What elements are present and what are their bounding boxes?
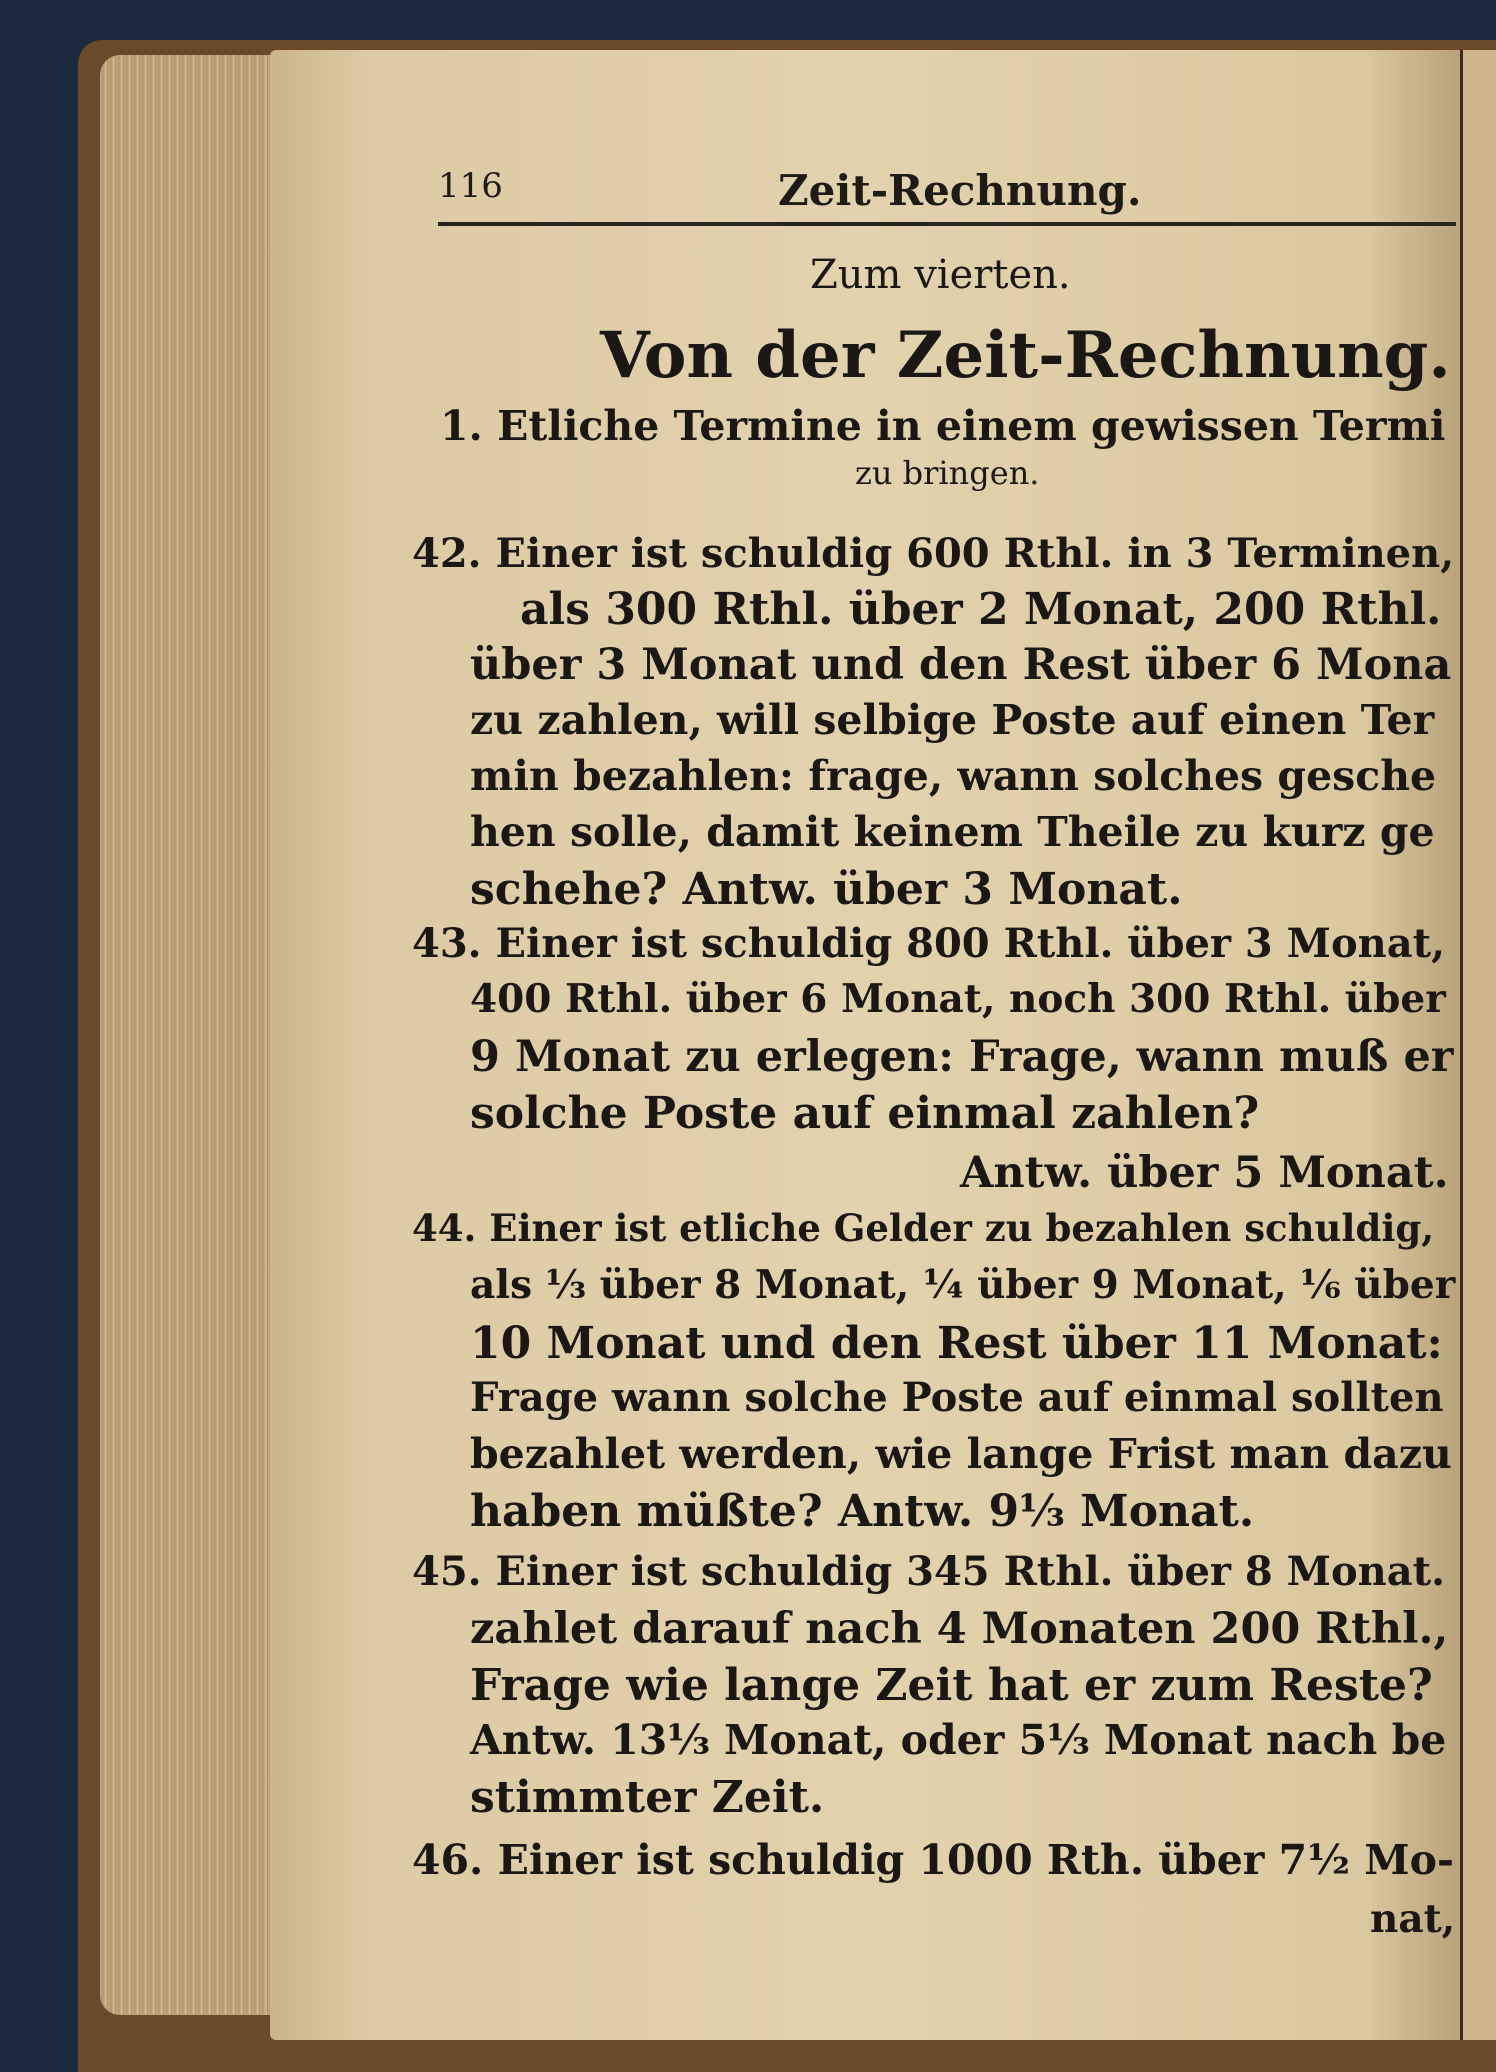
text-line: Antw. 13⅓ Monat, oder 5⅓ Monat nach be	[470, 1716, 1447, 1764]
text-line: als 300 Rthl. über 2 Monat, 200 Rthl.	[520, 584, 1442, 635]
text-line: bezahlet werden, wie lange Frist man dazu	[470, 1430, 1452, 1478]
text-line: Antw. über 5 Monat.	[960, 1148, 1449, 1198]
text-line: 10 Monat und den Rest über 11 Monat:	[470, 1318, 1443, 1369]
text-line: min bezahlen: frage, wann solches gesche	[470, 752, 1437, 800]
text-line: Frage wie lange Zeit hat er zum Reste?	[470, 1660, 1433, 1711]
running-title: Zeit-Rechnung.	[778, 166, 1142, 215]
text-line: hen solle, damit keinem Theile zu kurz ge	[470, 808, 1435, 856]
text-line: als ⅓ über 8 Monat, ¼ über 9 Monat, ⅙ über	[470, 1262, 1456, 1308]
text-line: haben müßte? Antw. 9⅓ Monat.	[470, 1486, 1255, 1537]
text-line: 43. Einer ist schuldig 800 Rthl. über 3 Monat,	[412, 920, 1446, 967]
text-line: 42. Einer ist schuldig 600 Rthl. in 3 Terminen,	[412, 530, 1455, 577]
text-line: Frage wann solche Poste auf einmal sollten	[470, 1374, 1444, 1421]
text-line: 400 Rthl. über 6 Monat, noch 300 Rthl. über	[470, 976, 1446, 1022]
subheading: 1. Etliche Termine in einem gewissen Termi	[440, 402, 1446, 450]
text-line: stimmter Zeit.	[470, 1772, 825, 1823]
text-line: 46. Einer ist schuldig 1000 Rth. über 7½ Mo-	[412, 1836, 1454, 1884]
subheading-continuation: zu bringen.	[855, 454, 1040, 492]
text-line: solche Poste auf einmal zahlen?	[470, 1088, 1260, 1139]
header-rule	[438, 222, 1456, 226]
text-line: nat,	[1370, 1896, 1456, 1942]
text-line: schehe? Antw. über 3 Monat.	[470, 864, 1183, 915]
text-line: 9 Monat zu erlegen: Frage, wann muß er	[470, 1032, 1454, 1082]
text-line: 45. Einer ist schuldig 345 Rthl. über 8 Monat.	[412, 1548, 1446, 1595]
section-label: Zum vierten.	[810, 252, 1071, 298]
text-line: zu zahlen, will selbige Poste auf einen Ter	[470, 696, 1435, 744]
text-line: 44. Einer ist etliche Gelder zu bezahlen schuldig,	[412, 1206, 1435, 1250]
page-header	[438, 166, 1456, 216]
page-number: 116	[438, 166, 503, 206]
section-title: Von der Zeit-Rechnung.	[600, 318, 1451, 393]
text-line: über 3 Monat und den Rest über 6 Mona	[470, 640, 1452, 690]
facing-page-edge	[1460, 50, 1496, 2040]
text-line: zahlet darauf nach 4 Monaten 200 Rthl.,	[470, 1604, 1449, 1654]
